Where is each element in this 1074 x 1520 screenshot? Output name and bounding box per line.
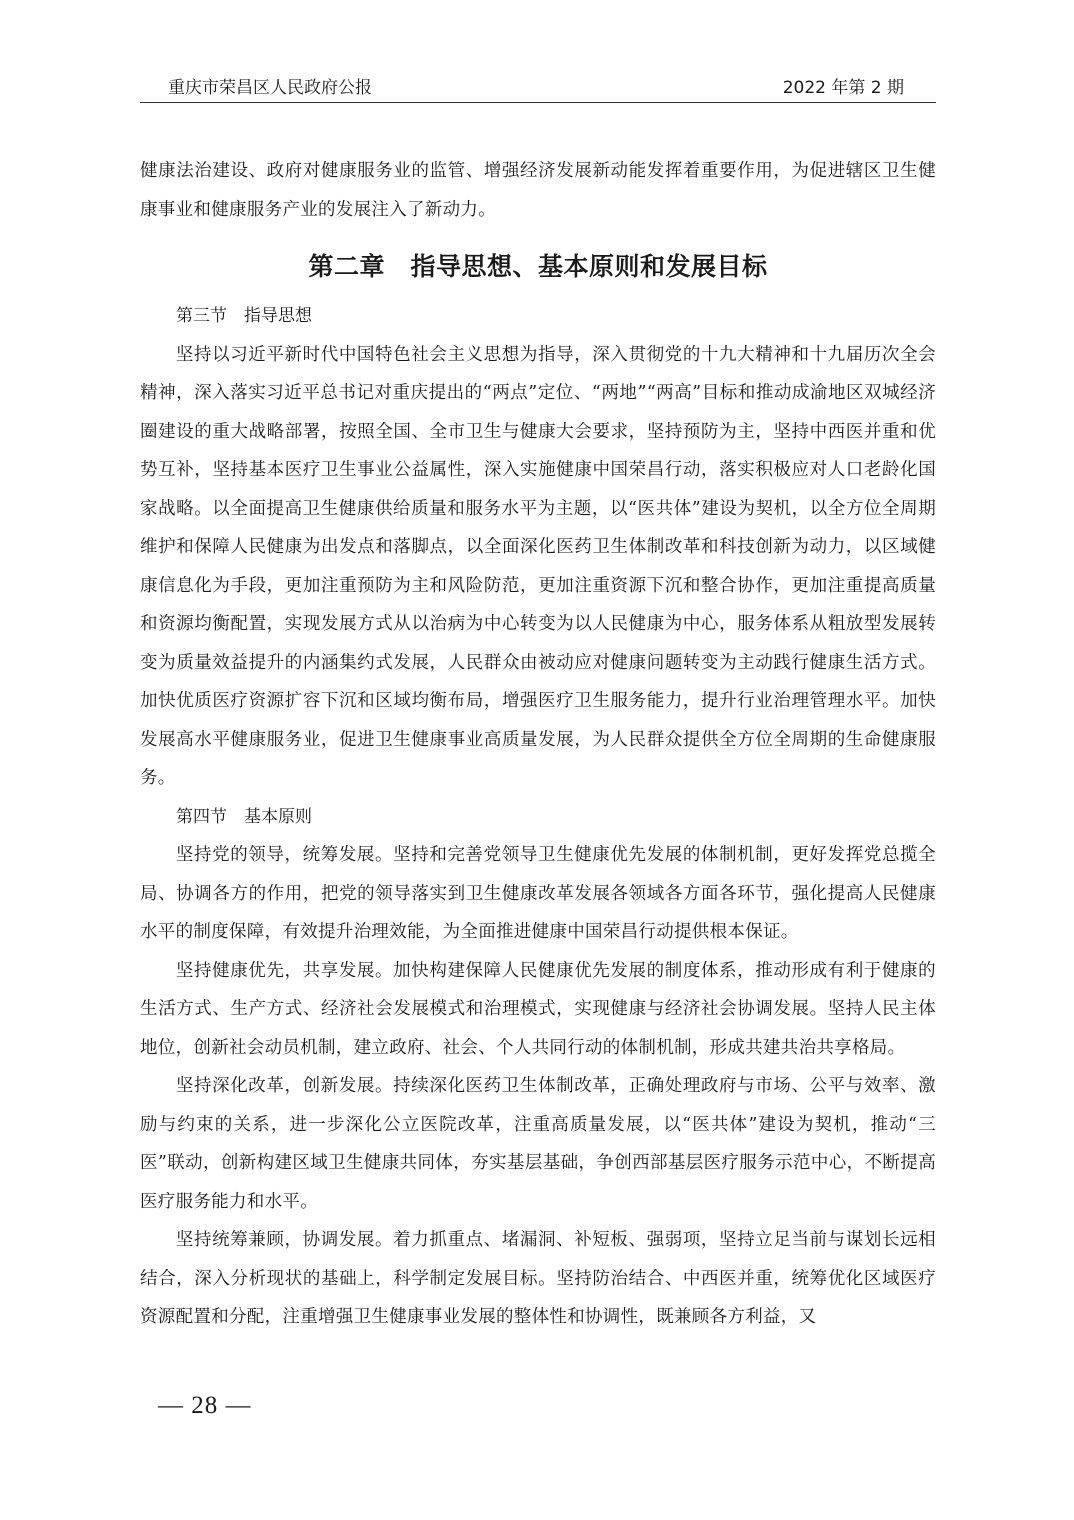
journal-title: 重庆市荣昌区人民政府公报 [168, 78, 372, 98]
section-4-title: 第四节 基本原则 [176, 806, 312, 827]
principle-paragraph-3: 坚持深化改革，创新发展。持续深化医药卫生体制改革，正确处理政府与市场、公平与效率、激励与约束的关系，进一步深化公立医院改革，注重高质量发展，以“医共体”建设为契机，推动“三医”联动，创新构建区域卫生健康共同体，夯实基层基础，争创西部基层医疗服务示范中心，不断提高医疗服务能力和水平。 [140, 1076, 936, 1212]
principle-paragraph-4: 坚持统筹兼顾，协调发展。着力抓重点、堵漏洞、补短板、强弱项，坚持立足当前与谋划长远相结合，深入分析现状的基础上，科学制定发展目标。坚持防治结合、中西医并重，统筹优化区域医疗资源配置和分配，注重增强卫生健康事业发展的整体性和协调性，既兼顾各方利益，又 [140, 1230, 936, 1327]
section-3-paragraph: 坚持以习近平新时代中国特色社会主义思想为指导，深入贯彻党的十九大精神和十九届历次全会精神，深入落实习近平总书记对重庆提出的“两点”定位、“两地”“两高”目标和推动成渝地区双城经济圈建设的重大战略部署，按照全国、全市卫生与健康大会要求，坚持预防为主，坚持中西医并重和优势互补，坚持基本医疗卫生事业公益属性，深入实施健康中国荣昌行动，落实积极应对人口老龄化国家战略。以全面提高卫生健康供给质量和服务水平为主题，以“医共体”建设为契机，以全方位全周期维护和保障人民健康为出发点和落脚点，以全面深化医药卫生体制改革和科技创新为动力，以区域健康信息化为手段，更加注重预防为主和风险防范，更加注重资源下沉和整合协作，更加注重提高质量和资源均衡配置，实现发展方式从以治病为中心转变为以人民健康为中心，服务体系从粗放型发展转变为质量效益提升的内涵集约式发展，人民群众由被动应对健康问题转变为主动践行健康生活方式。加快优质医疗资源扩容下沉和区域均衡布局，增强医疗卫生服务能力，提升行业治理管理水平。加快发展高水平健康服务业，促进卫生健康事业高质量发展，为人民群众提供全方位全周期的生命健康服务。 [140, 344, 936, 788]
section-3-title: 第三节 指导思想 [176, 306, 312, 326]
page-body [140, 152, 936, 1337]
page-header [140, 76, 936, 103]
intro-paragraph: 健康法治建设、政府对健康服务业的监管、增强经济发展新动能发挥着重要作用，为促进辖区卫生健康事业和健康服务产业的发展注入了新动力。 [140, 161, 936, 220]
principle-paragraph-1: 坚持党的领导，统筹发展。坚持和完善党领导卫生健康优先发展的体制机制，更好发挥党总揽全局、协调各方的作用，把党的领导落实到卫生健康改革发展各领域各方面各环节，强化提高人民健康水平的制度保障，有效提升治理效能，为全面推进健康中国荣昌行动提供根本保证。 [140, 845, 936, 942]
issue-number: 2022 年第 2 期 [782, 78, 904, 98]
principle-paragraph-2: 坚持健康优先，共享发展。加快构建保障人民健康优先发展的制度体系，推动形成有利于健康的生活方式、生产方式、经济社会发展模式和治理模式，实现健康与经济社会协调发展。坚持人民主体地位，创新社会动员机制，建立政府、社会、个人共同行动的体制机制，形成共建共治共享格局。 [140, 960, 936, 1058]
page-number: — 28 — [158, 1392, 252, 1419]
chapter-title: 第二章 指导思想、基本原则和发展目标 [308, 252, 768, 281]
